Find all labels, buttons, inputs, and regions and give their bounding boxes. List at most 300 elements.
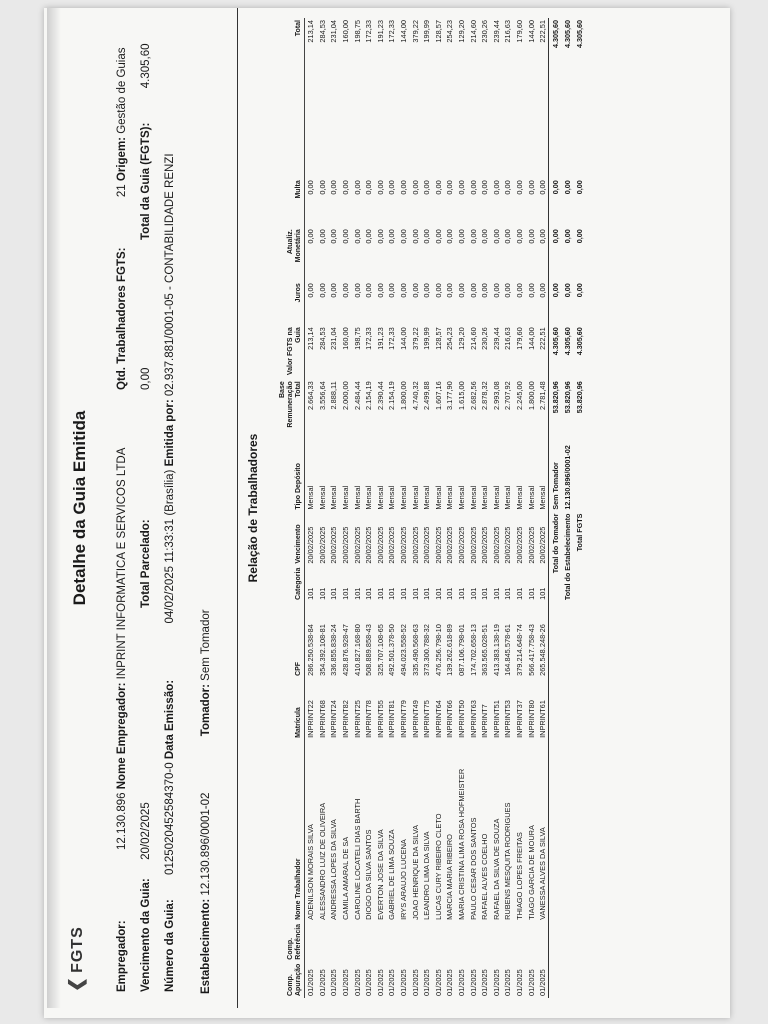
cell-base-remuneracao: 2.154,19 xyxy=(387,381,397,411)
cell-valor-fgts: 199,99 xyxy=(422,327,432,350)
cell-multa: 0,00 xyxy=(491,180,501,195)
cell-categoria: 101 xyxy=(352,587,362,600)
cell-atualiz-monetaria: 0,00 xyxy=(410,229,420,244)
cell-base-remuneracao: 1.800,00 xyxy=(526,381,536,411)
totals-sub: 12.130.896/0001-02 xyxy=(562,445,572,510)
table-row xyxy=(537,18,549,998)
cell-tipo-deposito: Mensal xyxy=(491,485,501,510)
cell-base-remuneracao: 2.499,88 xyxy=(422,381,432,411)
cell-tipo-deposito: Mensal xyxy=(445,485,455,510)
cell-multa: 0,00 xyxy=(399,180,409,195)
cell-valor-fgts: 160,00 xyxy=(341,327,351,350)
table-row xyxy=(317,18,329,998)
cell-valor-fgts: 144,00 xyxy=(399,327,409,350)
scan-shadow xyxy=(47,8,61,1008)
cell-cpf: 174.702.658-13 xyxy=(468,624,478,676)
cell-vencimento: 20/02/2025 xyxy=(503,526,513,564)
col-comp-referencia: Comp. Referência xyxy=(278,922,305,962)
cell-cpf: 335.490.568-63 xyxy=(410,624,420,676)
cell-nome: CAMILA AMARAL DE SA xyxy=(341,836,351,920)
cell-vencimento: 20/02/2025 xyxy=(329,526,339,564)
table-row xyxy=(398,18,410,998)
cell-comp-referencia xyxy=(375,922,387,962)
cell-comp-apuracao: 01/2025 xyxy=(526,969,536,996)
table-row xyxy=(375,18,387,998)
cell-nome: CAROLINE LOCATELI DIAS BARTH xyxy=(352,798,362,920)
cell-base-remuneracao: 2.484,44 xyxy=(352,381,362,411)
cell-comp-apuracao: 01/2025 xyxy=(538,969,548,996)
cell-nome: VANESSA ALVES DA SILVA xyxy=(538,827,548,920)
cell-multa: 0,00 xyxy=(306,180,316,195)
empregador-value: 12.130.896 xyxy=(116,792,128,851)
totals-base: 53.820,96 xyxy=(574,381,584,414)
cell-nome: ANDRESSA LOPES DA SILVA xyxy=(329,819,339,920)
cell-nome: LEANDRO LIMA DA SILVA xyxy=(422,831,432,920)
cell-cpf: 410.827.168-80 xyxy=(352,624,362,676)
cell-juros: 0,00 xyxy=(538,283,548,298)
col-vencimento: Vencimento xyxy=(278,512,305,566)
cell-comp-referencia xyxy=(537,922,549,962)
cell-tipo-deposito: Mensal xyxy=(375,485,385,510)
cell-juros: 0,00 xyxy=(422,283,432,298)
cell-base-remuneracao: 2.707,92 xyxy=(503,381,513,411)
cell-categoria: 101 xyxy=(375,587,385,600)
col-juros: Juros xyxy=(278,281,305,325)
col-atualiz-monetaria: Atualiz. Monetária xyxy=(278,227,305,281)
cell-atualiz-monetaria: 0,00 xyxy=(526,229,536,244)
cell-juros: 0,00 xyxy=(364,283,374,298)
cell-total: 160,00 xyxy=(341,20,351,43)
trabalhadores-table xyxy=(278,18,585,998)
cell-categoria: 101 xyxy=(329,587,339,600)
table-row xyxy=(514,18,526,998)
cell-juros: 0,00 xyxy=(341,283,351,298)
cell-tipo-deposito: Mensal xyxy=(341,485,351,510)
cell-juros: 0,00 xyxy=(468,283,478,298)
total-parcelado-line xyxy=(140,519,152,608)
cell-total: 128,57 xyxy=(433,20,443,43)
cell-vencimento: 20/02/2025 xyxy=(352,526,362,564)
cell-matricula: INPRINT49 xyxy=(410,700,420,738)
cell-matricula: INPRINT66 xyxy=(445,700,455,738)
totals-sub xyxy=(573,443,585,511)
cell-valor-fgts: 198,75 xyxy=(352,327,362,350)
cell-comp-apuracao: 01/2025 xyxy=(329,969,339,996)
cell-tipo-deposito: Mensal xyxy=(503,485,513,510)
cell-atualiz-monetaria: 0,00 xyxy=(538,229,548,244)
cell-comp-referencia xyxy=(456,922,468,962)
cell-matricula: INPRINT68 xyxy=(317,700,327,738)
table-row xyxy=(409,18,421,998)
cell-cpf: 373.300.788-32 xyxy=(422,624,432,676)
totals-base: 53.820,96 xyxy=(549,379,562,443)
col-base-remuneracao: Base Remuneração Total xyxy=(278,379,305,443)
cell-tipo-deposito: Mensal xyxy=(364,485,374,510)
totals-atualiz: 0,00 xyxy=(562,229,572,244)
cell-nome: EVERTON JOSE DA SILVA xyxy=(375,829,385,920)
cell-comp-referencia xyxy=(386,922,398,962)
cell-vencimento: 20/02/2025 xyxy=(387,526,397,564)
qtd-line xyxy=(116,47,128,390)
cell-valor-fgts: 254,23 xyxy=(445,327,455,350)
cell-valor-fgts: 222,51 xyxy=(538,327,548,350)
cell-total: 191,23 xyxy=(375,20,385,43)
cell-cpf: 087.106.798-01 xyxy=(457,624,467,676)
cell-nome: MARIA CRISTINA LIMA ROSA HOFMEISTER xyxy=(457,768,467,920)
cell-categoria: 101 xyxy=(422,587,432,600)
table-body xyxy=(305,18,586,998)
cell-total: 129,20 xyxy=(457,20,467,43)
cell-categoria: 101 xyxy=(457,587,467,600)
cell-atualiz-monetaria: 0,00 xyxy=(491,229,501,244)
col-matricula: Matrícula xyxy=(278,678,305,740)
qtd-value: 21 xyxy=(116,184,128,198)
cell-comp-apuracao: 01/2025 xyxy=(514,969,524,996)
cell-comp-referencia xyxy=(421,922,433,962)
cell-matricula: INPRINT51 xyxy=(491,700,501,738)
cell-comp-apuracao: 01/2025 xyxy=(375,969,385,996)
cell-categoria: 101 xyxy=(468,587,478,600)
cell-total: 214,60 xyxy=(468,20,478,43)
cell-base-remuneracao: 3.556,64 xyxy=(317,381,327,411)
table-row xyxy=(502,18,514,998)
cell-matricula: INPRINT50 xyxy=(457,700,467,738)
cell-categoria: 101 xyxy=(341,587,351,600)
cell-categoria: 101 xyxy=(364,587,374,600)
cell-total: 230,26 xyxy=(480,20,490,43)
cell-cpf: 336.855.838-24 xyxy=(329,624,339,676)
cell-total: 379,22 xyxy=(410,20,420,43)
cell-tipo-deposito: Mensal xyxy=(306,485,316,510)
cell-matricula: INPRINT55 xyxy=(375,700,385,738)
cell-base-remuneracao: 2.390,44 xyxy=(375,381,385,411)
cell-valor-fgts: 128,57 xyxy=(433,327,443,350)
cell-cpf: 286.250.538-84 xyxy=(306,624,316,676)
cell-cpf: 508.889.858-43 xyxy=(364,624,374,676)
col-categoria: Categoria xyxy=(278,566,305,602)
cell-total: 239,44 xyxy=(491,20,501,43)
cell-juros: 0,00 xyxy=(526,283,536,298)
cell-cpf: 379.214.648-74 xyxy=(514,624,524,676)
origem-value: Gestão de Guias xyxy=(116,47,128,134)
cell-atualiz-monetaria: 0,00 xyxy=(503,229,513,244)
cell-total: 216,63 xyxy=(503,20,513,43)
emitida-por-value: 02.937.881/0001-05 - CONTABILIDADE RENZI xyxy=(164,153,176,397)
cell-atualiz-monetaria: 0,00 xyxy=(352,229,362,244)
cell-tipo-deposito: Mensal xyxy=(387,485,397,510)
cell-total: 198,75 xyxy=(352,20,362,43)
numero-guia-value: 0125020452584370-0 xyxy=(164,762,176,875)
cell-comp-apuracao: 01/2025 xyxy=(317,969,327,996)
cell-atualiz-monetaria: 0,00 xyxy=(399,229,409,244)
cell-atualiz-monetaria: 0,00 xyxy=(375,229,385,244)
cell-total: 199,99 xyxy=(422,20,432,43)
cell-comp-apuracao: 01/2025 xyxy=(387,969,397,996)
cell-atualiz-monetaria: 0,00 xyxy=(306,229,316,244)
cell-vencimento: 20/02/2025 xyxy=(422,526,432,564)
empregador-line xyxy=(116,448,128,992)
estabelecimento-label: Estabelecimento: xyxy=(200,898,212,994)
cell-comp-apuracao: 01/2025 xyxy=(422,969,432,996)
cell-categoria: 101 xyxy=(514,587,524,600)
cell-vencimento: 20/02/2025 xyxy=(410,526,420,564)
cell-nome: RAFAEL ALVES COELHO xyxy=(480,833,490,920)
cell-comp-referencia xyxy=(340,922,352,962)
cell-nome: GABRIEL DE LIMA SOUZA xyxy=(387,829,397,920)
totals-spacer xyxy=(561,678,573,998)
cell-cpf: 566.417.758-43 xyxy=(526,624,536,676)
table-row xyxy=(386,18,398,998)
totals-fgts: 4.305,60 xyxy=(574,327,584,356)
cell-juros: 0,00 xyxy=(375,283,385,298)
cell-multa: 0,00 xyxy=(468,180,478,195)
data-emissao-value: 04/02/2025 11:33:31 (Brasília) xyxy=(164,469,176,624)
cell-categoria: 101 xyxy=(491,587,501,600)
cell-comp-apuracao: 01/2025 xyxy=(364,969,374,996)
table-row xyxy=(421,18,433,998)
cell-atualiz-monetaria: 0,00 xyxy=(445,229,455,244)
total-guia-value: 4.305,60 xyxy=(140,43,152,89)
cell-juros: 0,00 xyxy=(352,283,362,298)
relacao-title: Relação de Trabalhadores xyxy=(246,433,260,583)
rotated-document xyxy=(52,8,722,1008)
estabelecimento-line xyxy=(200,609,212,994)
cell-tipo-deposito: Mensal xyxy=(468,485,478,510)
cell-categoria: 101 xyxy=(503,587,513,600)
cell-categoria: 101 xyxy=(306,587,316,600)
cell-categoria: 101 xyxy=(480,587,490,600)
cell-matricula: INPRINT82 xyxy=(341,700,351,738)
cell-juros: 0,00 xyxy=(306,283,316,298)
cell-juros: 0,00 xyxy=(491,283,501,298)
cell-matricula: INPRINT78 xyxy=(364,700,374,738)
cell-comp-referencia xyxy=(479,922,491,962)
cell-atualiz-monetaria: 0,00 xyxy=(468,229,478,244)
cell-vencimento: 20/02/2025 xyxy=(399,526,409,564)
vencimento-label: Vencimento da Guia: xyxy=(140,878,152,992)
totals-juros: 0,00 xyxy=(549,281,562,325)
table-row xyxy=(305,18,317,998)
cell-valor-fgts: 214,60 xyxy=(468,327,478,350)
cell-comp-referencia xyxy=(444,922,456,962)
cell-comp-apuracao: 01/2025 xyxy=(491,969,501,996)
cell-comp-apuracao: 01/2025 xyxy=(341,969,351,996)
cell-matricula: INPRINT80 xyxy=(526,700,536,738)
cell-base-remuneracao: 2.993,08 xyxy=(491,381,501,411)
cell-total: 254,23 xyxy=(445,20,455,43)
cell-atualiz-monetaria: 0,00 xyxy=(317,229,327,244)
cell-valor-fgts: 284,53 xyxy=(317,327,327,350)
cell-base-remuneracao: 2.245,00 xyxy=(514,381,524,411)
table-row xyxy=(525,18,537,998)
fgts-logo-text: FGTS xyxy=(69,926,86,973)
cell-tipo-deposito: Mensal xyxy=(526,485,536,510)
cell-nome: JOAO HENRIQUE DA SILVA xyxy=(410,824,420,920)
cell-nome: IRYS ARAUJO LUCENA xyxy=(399,839,409,920)
cell-comp-referencia xyxy=(433,922,445,962)
cell-cpf: 325.707.108-65 xyxy=(375,624,385,676)
cell-valor-fgts: 379,22 xyxy=(410,327,420,350)
cell-comp-apuracao: 01/2025 xyxy=(352,969,362,996)
cell-nome: ALESSANDRO LUIZ DE OLIVEIRA xyxy=(317,802,327,920)
cell-multa: 0,00 xyxy=(514,180,524,195)
cell-juros: 0,00 xyxy=(480,283,490,298)
cell-valor-fgts: 239,44 xyxy=(491,327,501,350)
cell-multa: 0,00 xyxy=(445,180,455,195)
cell-nome: ADENILSON MORAIS SILVA xyxy=(306,824,316,920)
totals-multa: 0,00 xyxy=(549,178,562,227)
cell-base-remuneracao: 2.682,56 xyxy=(468,381,478,411)
cell-cpf: 164.845.578-61 xyxy=(503,624,513,676)
cell-juros: 0,00 xyxy=(329,283,339,298)
cell-vencimento: 20/02/2025 xyxy=(468,526,478,564)
cell-matricula: INPRINT81 xyxy=(387,700,397,738)
cell-multa: 0,00 xyxy=(538,180,548,195)
table-row xyxy=(433,18,445,998)
table-row xyxy=(351,18,363,998)
cell-cpf: 492.501.378-50 xyxy=(387,624,397,676)
cell-base-remuneracao: 2.154,19 xyxy=(364,381,374,411)
cell-tipo-deposito: Mensal xyxy=(410,485,420,510)
cell-total: 179,60 xyxy=(514,20,524,43)
scanned-page xyxy=(44,8,730,1018)
cell-nome: MARCIA MARIA RIBEIRO xyxy=(445,834,455,920)
totals-juros: 0,00 xyxy=(562,283,572,298)
cell-comp-apuracao: 01/2025 xyxy=(399,969,409,996)
emitida-por-label: Emitida por: xyxy=(164,399,176,467)
cell-categoria: 101 xyxy=(410,587,420,600)
cell-multa: 0,00 xyxy=(341,180,351,195)
cell-valor-fgts: 144,00 xyxy=(526,327,536,350)
cell-tipo-deposito: Mensal xyxy=(538,485,548,510)
cell-categoria: 101 xyxy=(538,587,548,600)
cell-atualiz-monetaria: 0,00 xyxy=(341,229,351,244)
cell-valor-fgts: 129,20 xyxy=(457,327,467,350)
totals-juros: 0,00 xyxy=(574,283,584,298)
cell-categoria: 101 xyxy=(433,587,443,600)
totals-row xyxy=(561,18,573,998)
cell-cpf: 363.565.028-51 xyxy=(480,624,490,676)
cell-comp-apuracao: 01/2025 xyxy=(306,969,316,996)
cell-multa: 0,00 xyxy=(422,180,432,195)
cell-tipo-deposito: Mensal xyxy=(317,485,327,510)
col-valor-fgts: Valor FGTS na Guia xyxy=(278,325,305,379)
cell-comp-referencia xyxy=(409,922,421,962)
cell-valor-fgts: 231,04 xyxy=(329,327,339,350)
cell-matricula: INPRINT64 xyxy=(433,700,443,738)
cell-atualiz-monetaria: 0,00 xyxy=(422,229,432,244)
cell-vencimento: 20/02/2025 xyxy=(491,526,501,564)
cell-matricula: INPRINT37 xyxy=(514,700,524,738)
cell-vencimento: 20/02/2025 xyxy=(445,526,455,564)
cell-total: 222,51 xyxy=(538,20,548,43)
nome-empregador-label: Nome Empregador: xyxy=(116,682,128,790)
cell-comp-apuracao: 01/2025 xyxy=(433,969,443,996)
table-row xyxy=(444,18,456,998)
cell-atualiz-monetaria: 0,00 xyxy=(457,229,467,244)
cell-atualiz-monetaria: 0,00 xyxy=(329,229,339,244)
cell-base-remuneracao: 2.664,33 xyxy=(306,381,316,411)
cell-multa: 0,00 xyxy=(352,180,362,195)
cell-base-remuneracao: 1.800,00 xyxy=(399,381,409,411)
page-title: Detalhe da Guia Emitida xyxy=(70,410,89,606)
cell-comp-referencia xyxy=(491,922,503,962)
cell-matricula: INPRINT25 xyxy=(352,700,362,738)
cell-base-remuneracao: 2.888,11 xyxy=(329,381,339,410)
table-row xyxy=(340,18,352,998)
cell-base-remuneracao: 2.000,00 xyxy=(341,381,351,411)
totals-fgts: 4.305,60 xyxy=(562,327,572,356)
nome-empregador-value: INPRINT INFORMATICA E SERVICOS LTDA xyxy=(116,447,128,680)
cell-matricula: INPRINT61 xyxy=(538,700,548,738)
totals-row xyxy=(549,18,562,998)
cell-base-remuneracao: 4.740,32 xyxy=(410,381,420,411)
table-header-row xyxy=(278,18,305,998)
cell-comp-referencia xyxy=(398,922,410,962)
cell-comp-apuracao: 01/2025 xyxy=(503,969,513,996)
cell-valor-fgts: 213,14 xyxy=(306,327,316,350)
cell-cpf: 265.548.248-26 xyxy=(538,624,548,676)
cell-matricula: INPRINT79 xyxy=(399,700,409,738)
cell-nome: TIAGO GARCIA DE MOURA xyxy=(526,825,536,920)
total-parcelado-label: Total Parcelado: xyxy=(140,519,152,608)
cell-tipo-deposito: Mensal xyxy=(480,485,490,510)
total-guia-line xyxy=(140,43,152,240)
cell-vencimento: 20/02/2025 xyxy=(306,526,316,564)
totals-row xyxy=(573,18,585,998)
cell-comp-apuracao: 01/2025 xyxy=(445,969,455,996)
cell-valor-fgts: 172,33 xyxy=(364,327,374,350)
col-comp-apuracao: Comp. Apuração xyxy=(278,962,305,998)
cell-comp-referencia xyxy=(328,922,340,962)
table-row xyxy=(479,18,491,998)
cell-matricula: INPRINT22 xyxy=(306,700,316,738)
cell-matricula: INPRINT75 xyxy=(422,700,432,738)
table-row xyxy=(363,18,375,998)
col-total: Total xyxy=(278,18,305,178)
cell-vencimento: 20/02/2025 xyxy=(538,526,548,564)
cell-juros: 0,00 xyxy=(317,283,327,298)
totals-base: 53.820,96 xyxy=(562,381,572,414)
cell-multa: 0,00 xyxy=(317,180,327,195)
col-nome: Nome Trabalhador xyxy=(278,740,305,922)
cell-valor-fgts: 179,60 xyxy=(514,327,524,350)
empregador-label: Empregador: xyxy=(116,920,128,992)
cell-multa: 0,00 xyxy=(410,180,420,195)
cell-vencimento: 20/02/2025 xyxy=(341,526,351,564)
totals-label: Total FGTS xyxy=(574,513,584,552)
cell-atualiz-monetaria: 0,00 xyxy=(387,229,397,244)
cell-juros: 0,00 xyxy=(433,283,443,298)
cell-multa: 0,00 xyxy=(480,180,490,195)
cell-multa: 0,00 xyxy=(503,180,513,195)
origem-label: Origem: xyxy=(116,137,128,182)
cell-cpf: 476.256.798-10 xyxy=(433,624,443,676)
totals-total: 4.305,60 xyxy=(549,18,562,178)
table-row xyxy=(328,18,340,998)
totals-total: 4.305,60 xyxy=(574,20,584,48)
cell-multa: 0,00 xyxy=(387,180,397,195)
cell-valor-fgts: 191,23 xyxy=(375,327,385,350)
cell-vencimento: 20/02/2025 xyxy=(480,526,490,564)
cell-cpf: 413.383.138-19 xyxy=(491,624,501,676)
qtd-label: Qtd. Trabalhadores FGTS: xyxy=(116,247,128,390)
col-multa: Multa xyxy=(278,178,305,227)
numero-guia-label: Número da Guia: xyxy=(164,899,176,992)
table-row xyxy=(491,18,503,998)
numero-guia-line xyxy=(164,153,176,992)
cell-total: 172,33 xyxy=(387,20,397,43)
